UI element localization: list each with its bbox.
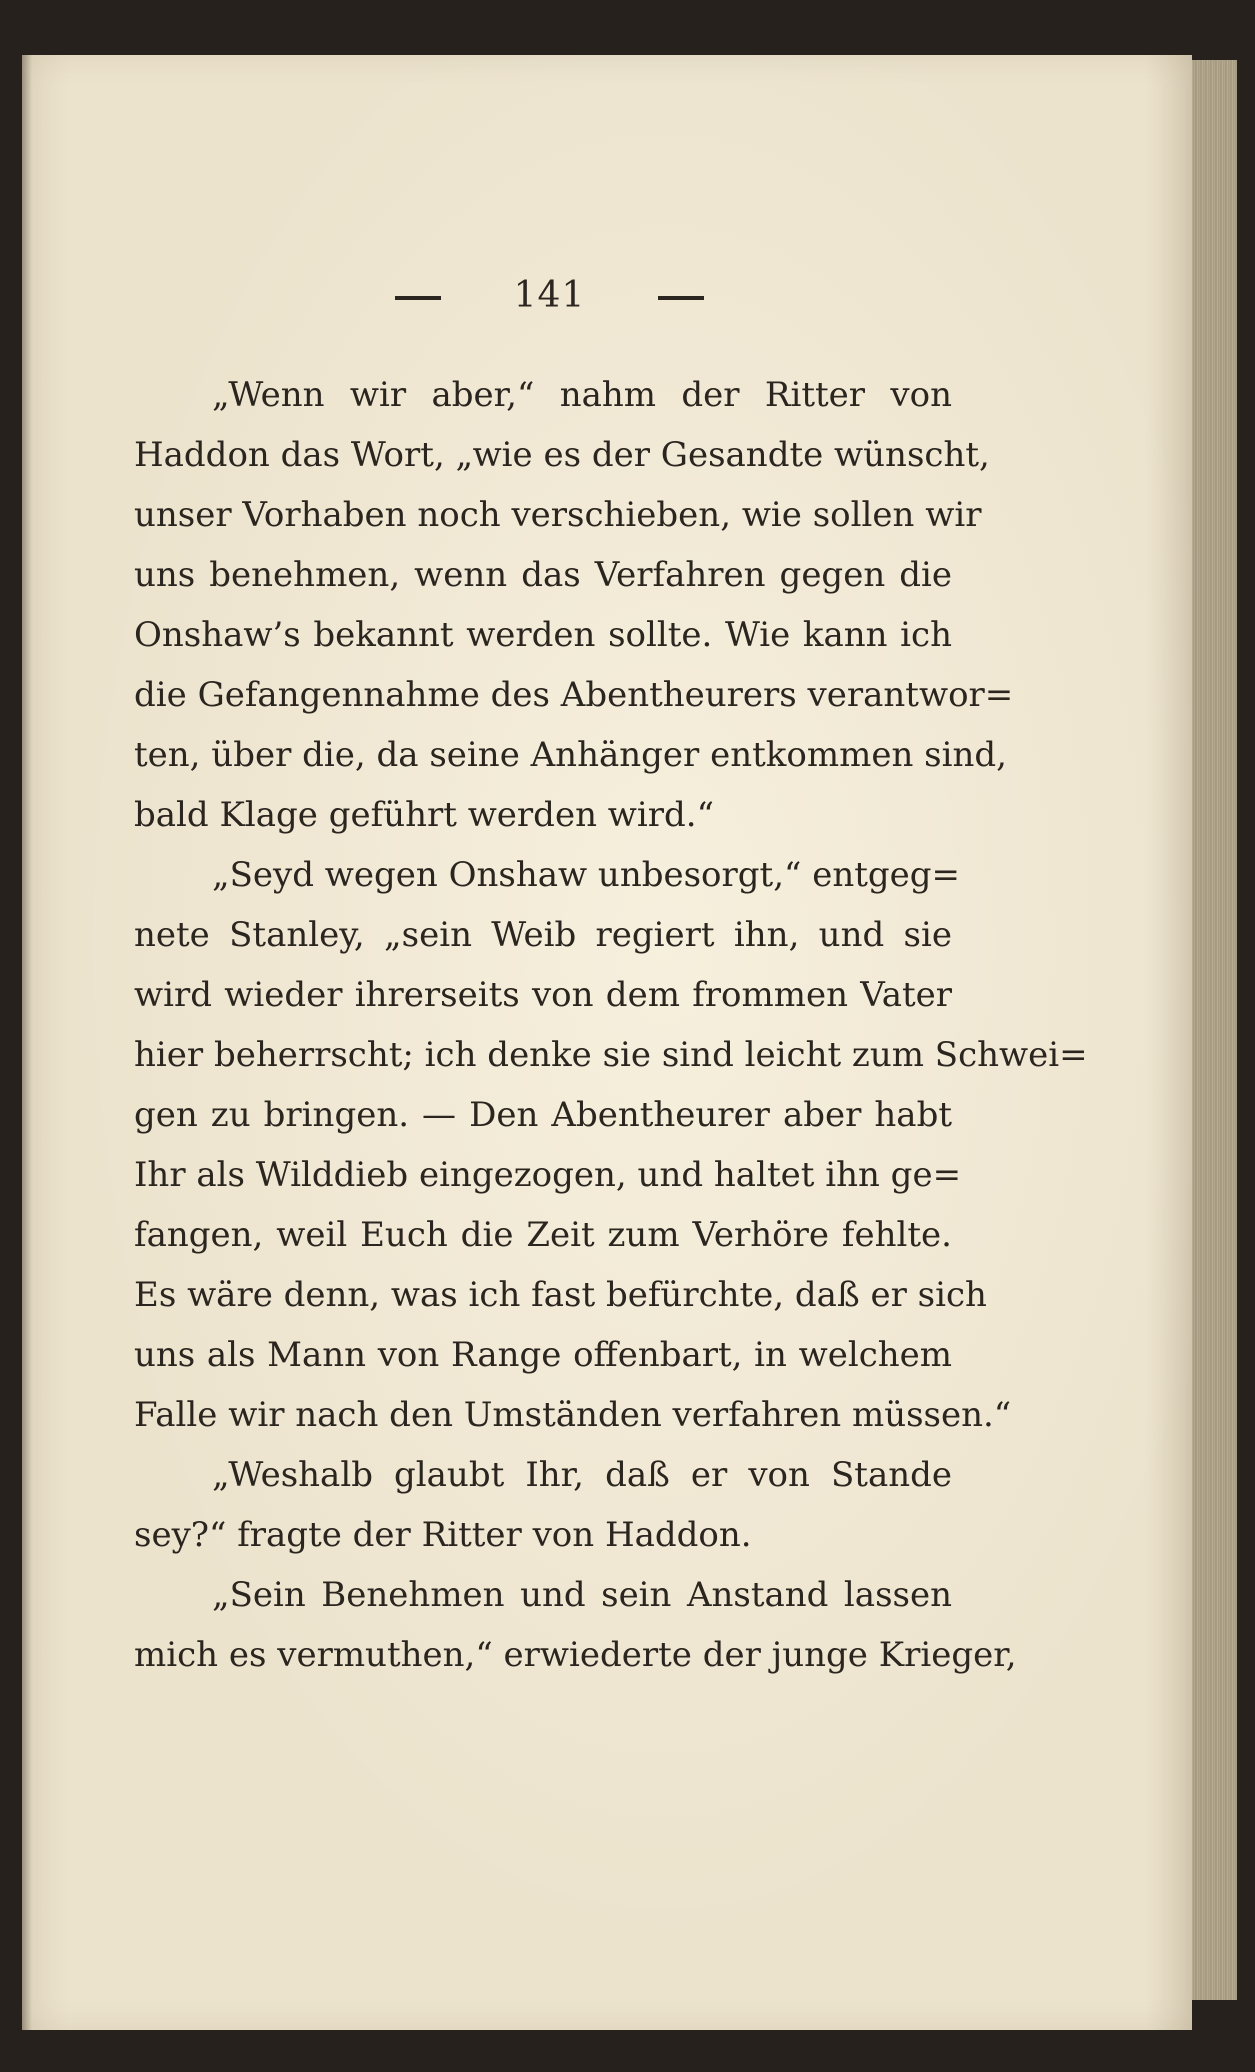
text-line: Ihr als Wilddieb eingezogen, und haltet ihn ge= [134, 1155, 962, 1195]
spine-shadow [22, 55, 32, 2030]
text-line: mich es vermuthen,“ erwiederte der junge Krieger, [134, 1635, 1017, 1675]
paper-page [22, 55, 1192, 2030]
header-dash-right [658, 296, 704, 300]
text-line: hier beherrscht; ich denke sie sind leicht zum Schwei= [134, 1035, 1088, 1075]
text-line: „Seyd wegen Onshaw unbesorgt,“ entgeg= [212, 855, 961, 895]
text-line: Haddon das Wort, „wie es der Gesandte wünscht, [134, 435, 990, 475]
text-line: fangen, weil Euch die Zeit zum Verhöre fehlte. [134, 1215, 952, 1255]
text-line: bald Klage geführt werden wird.“ [134, 795, 714, 835]
text-line: „Weshalb glaubt Ihr, daß er von Stande [212, 1455, 952, 1495]
page-number: 141 [513, 275, 586, 316]
text-line: die Gefangennahme des Abentheurers verantwor= [134, 675, 1014, 715]
header-dash-left [395, 296, 441, 300]
text-line: nete Stanley, „sein Weib regiert ihn, und sie [134, 915, 952, 955]
text-line: ten, über die, da seine Anhänger entkommen sind, [134, 735, 1007, 775]
body-text [134, 365, 1088, 1685]
text-line: sey?“ fragte der Ritter von Haddon. [134, 1515, 752, 1555]
text-line: unser Vorhaben noch verschieben, wie sollen wir [134, 495, 982, 535]
text-line: Es wäre denn, was ich fast befürchte, daß er sich [134, 1275, 987, 1315]
text-line: uns als Mann von Range offenbart, in welchem [134, 1335, 952, 1375]
text-line: gen zu bringen. — Den Abentheurer aber habt [134, 1095, 952, 1135]
text-line: „Wenn wir aber,“ nahm der Ritter von [212, 375, 952, 415]
text-line: uns benehmen, wenn das Verfahren gegen die [134, 555, 952, 595]
text-line: Onshaw’s bekannt werden sollte. Wie kann ich [134, 615, 952, 655]
text-line: wird wieder ihrerseits von dem frommen Vater [134, 975, 952, 1015]
page-header [22, 275, 1077, 316]
text-line: „Sein Benehmen und sein Anstand lassen [212, 1575, 952, 1615]
text-line: Falle wir nach den Umständen verfahren müssen.“ [134, 1395, 1012, 1435]
